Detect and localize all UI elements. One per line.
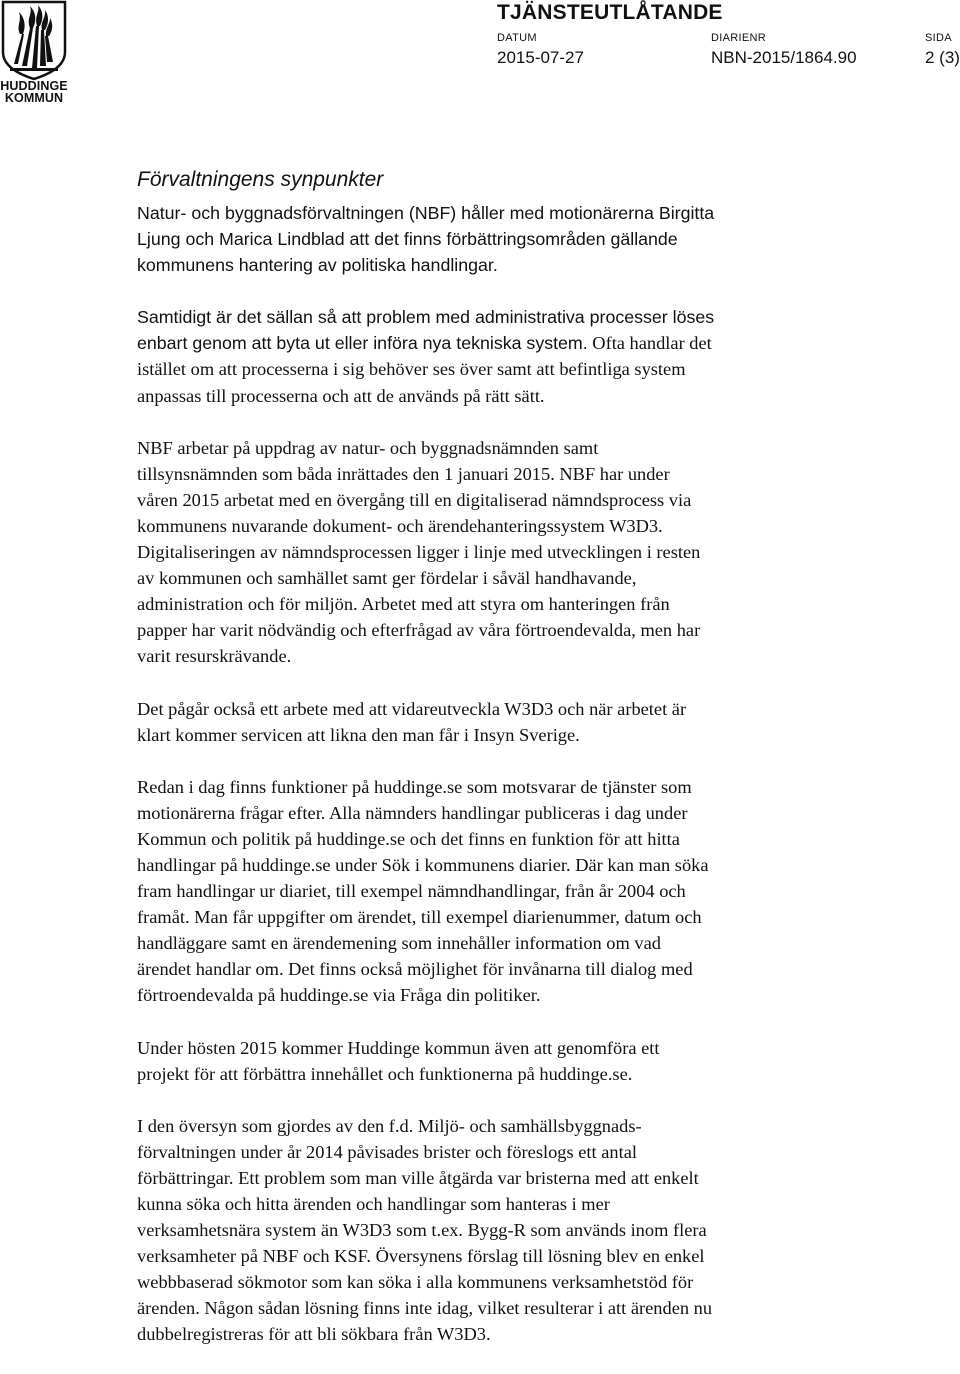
text-line: klart kommer servicen att likna den man får i Insyn Sverige. <box>137 724 580 745</box>
paragraph-6 <box>137 1035 937 1087</box>
section-heading: Förvaltningens synpunkter <box>137 168 384 191</box>
text-line: av kommunen och samhället samt ger fördelar i såväl handhavande, <box>137 568 637 589</box>
paragraph-3 <box>137 435 937 670</box>
text-line: varit resurskrävande. <box>137 646 292 667</box>
text-line: I den översyn som gjordes av den f.d. Miljö- och samhällsbyggnads- <box>137 1115 642 1136</box>
text-line: Kommun och politik på huddinge.se och det finns en funktion för att hitta <box>137 828 680 849</box>
text-line: kommunens hantering av politiska handlingar. <box>137 255 498 276</box>
text-line: verksamhetsnära system än W3D3 som t.ex. Bygg-R som används inom flera <box>137 1220 707 1241</box>
text-line: Det pågår också ett arbete med att vidareutveckla W3D3 och när arbetet är <box>137 698 687 719</box>
text-line: förvaltningen under år 2014 påvisades brister och föreslogs ett antal <box>137 1141 637 1162</box>
paragraph-4 <box>137 696 937 748</box>
text-line: Digitaliseringen av nämndsprocessen ligger i linje med utvecklingen i resten <box>137 542 701 563</box>
date-value: 2015-07-27 <box>497 48 584 67</box>
document-type: TJÄNSTEUTLÅTANDE <box>497 1 723 24</box>
diarienr-label: DIARIENR <box>711 32 766 44</box>
text-line: framåt. Man får uppgifter om ärendet, till exempel diarienummer, datum och <box>137 907 702 928</box>
text-line: istället om att processerna i sig behöver ses över samt att befintliga system <box>137 359 686 380</box>
text-span: enbart genom att byta ut eller införa nya tekniska system. <box>137 333 588 354</box>
text-line: papper har varit nödvändig och efterfrågad av våra förtroendevalda, men har <box>137 620 701 641</box>
text-line: Samtidigt är det sällan så att problem med administrativa processer löses <box>137 307 715 328</box>
text-line: dubbelregistreras för att bli sökbara från W3D3. <box>137 1324 491 1345</box>
text-line: handlingar på huddinge.se under Sök i kommunens diarier. Där kan man söka <box>137 854 709 875</box>
text-line: motionärerna frågar efter. Alla nämnders handlingar publiceras i dag under <box>137 802 688 823</box>
paragraph-1 <box>137 200 937 278</box>
text-line: förtroendevalda på huddinge.se via Fråga din politiker. <box>137 985 541 1006</box>
logo-text: HUDDINGE KOMMUN <box>0 79 68 105</box>
text-line: anpassas till processerna och att de används på rätt sätt. <box>137 385 545 406</box>
page-label: SIDA <box>925 32 952 44</box>
coat-of-arms-icon <box>0 0 68 80</box>
text-line: tillsynsnämnden som båda inrättades den 1 januari 2015. NBF har under <box>137 463 670 484</box>
text-line: projekt för att förbättra innehållet och funktionerna på huddinge.se. <box>137 1063 633 1084</box>
paragraph-2 <box>137 304 937 408</box>
text-line: webbbaserad sökmotor som kan söka i alla kommunens verksamhetstöd för <box>137 1272 694 1293</box>
text-line <box>137 330 937 356</box>
text-line: Natur- och byggnadsförvaltningen (NBF) håller med motionärerna Birgitta <box>137 203 715 223</box>
text-line: Under hösten 2015 kommer Huddinge kommun även att genomföra ett <box>137 1037 660 1058</box>
municipality-logo <box>0 0 68 106</box>
text-line: administration och för miljön. Arbetet med att styra om hanteringen från <box>137 594 670 615</box>
text-line: våren 2015 arbetat med en övergång till en digitaliserad nämndsprocess via <box>137 489 692 510</box>
text-line: fram handlingar ur diariet, till exempel nämndhandlingar, från år 2004 och <box>137 881 686 902</box>
paragraph-5 <box>137 774 937 1009</box>
text-line: ärenden. Någon sådan lösning finns inte idag, vilket resulterar i att ärenden nu <box>137 1298 713 1319</box>
text-line: handläggare samt en ärendemening som innehåller information om vad <box>137 933 661 954</box>
text-line: Redan i dag finns funktioner på huddinge.se som motsvarar de tjänster som <box>137 776 692 797</box>
paragraph-7 <box>137 1113 937 1348</box>
page-number: 2 (3) <box>925 48 960 67</box>
document-body <box>137 166 937 1374</box>
text-line: kunna söka och hitta ärenden och handlingar som hanteras i mer <box>137 1194 610 1214</box>
text-line: Ljung och Marica Lindblad att det finns förbättringsområden gällande <box>137 229 678 250</box>
text-line: ärendet handlar om. Det finns också möjlighet för invånarna till dialog med <box>137 959 693 980</box>
text-line: NBF arbetar på uppdrag av natur- och byggnadsnämnden samt <box>137 437 599 458</box>
text-line: verksamheter på NBF och KSF. Översynens förslag till lösning blev en enkel <box>137 1246 705 1267</box>
date-label: DATUM <box>497 32 537 44</box>
text-line: förbättringar. Ett problem som man ville åtgärda var bristerna med att enkelt <box>137 1167 699 1188</box>
diarienr-value: NBN-2015/1864.90 <box>711 48 857 67</box>
text-line: kommunens nuvarande dokument- och ärendehanteringssystem W3D3. <box>137 515 663 536</box>
text-span: Ofta handlar det <box>587 333 712 354</box>
